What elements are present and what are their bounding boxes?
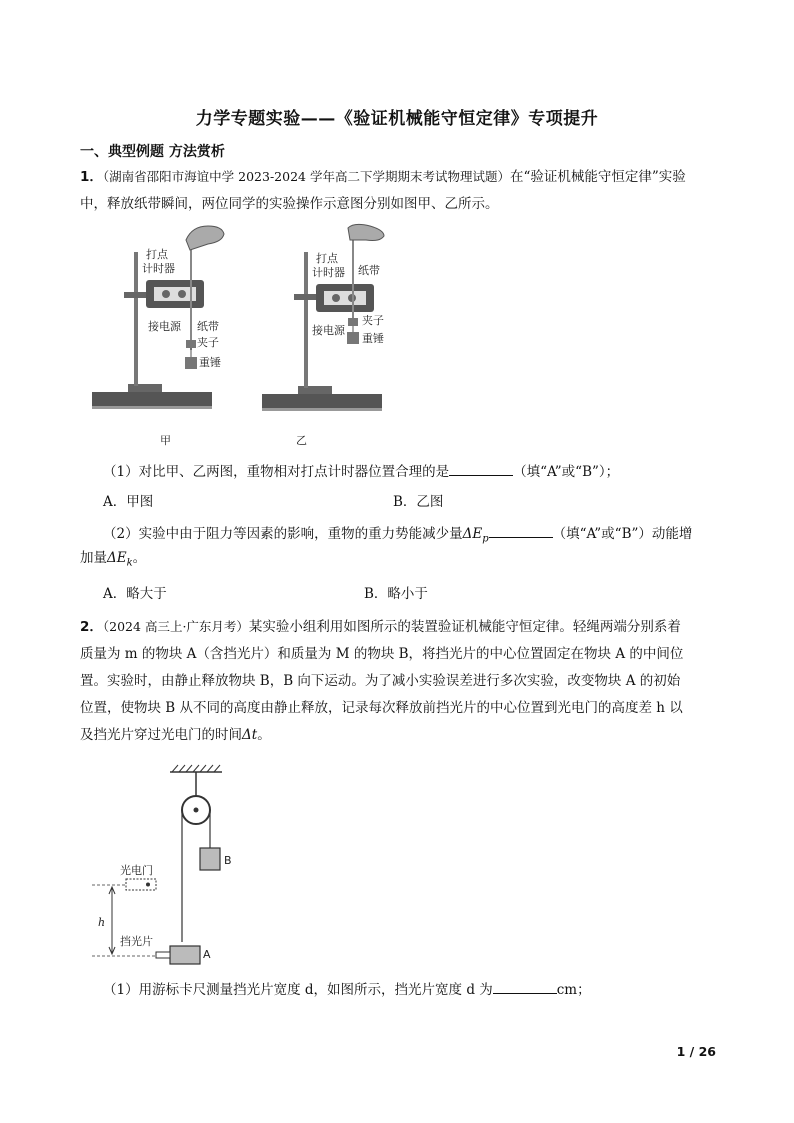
q1-sub1-blank[interactable] [449,461,513,476]
stand-base-right [298,386,332,394]
q1-sub1-option-a: A．甲图 [103,494,154,510]
label-b: B [224,854,232,867]
label-jia-4: 纸带 [197,320,219,333]
weight-right [347,332,359,344]
q1-sub2-line2 [80,545,716,577]
label-jia-6: 重锤 [199,356,221,369]
q1-stem-line2: 中，释放纸带瞬间，两位同学的实验操作示意图分别如图甲、乙所示。 [80,196,499,212]
block-a [170,946,200,964]
timer-knob-left-2 [178,290,186,298]
q2-number: 2． [80,619,103,635]
label-jia-3: 接电源 [148,320,181,333]
q1-sub2-option-b: B．略小于 [364,586,428,602]
q1-stem [80,163,716,218]
label-shutter: 挡光片 [120,935,153,948]
hand-right [348,224,384,240]
timer-knob-left-1 [162,290,170,298]
q2-line-5-end: 。 [257,727,271,743]
q1-sub2-line2-end: 。 [132,550,147,566]
label-jia-2: 计时器 [142,262,175,275]
q1-sub2-hint: （填“A”或“B”）动能增 [552,526,693,542]
q1-stem-line1: 在“验证机械能守恒定律”实验 [509,169,686,185]
q1-sub2-line2-text: 加量 [80,550,107,566]
shutter-plate [156,952,170,958]
label-yi-4: 接电源 [312,324,345,337]
table-edge-right [262,408,382,411]
label-gate: 光电门 [120,864,153,877]
ep-subscript: p [482,533,489,545]
q2-line-5: 及挡光片穿过光电门的时间 [80,727,242,743]
q1-sub2-option-a: A．略大于 [103,586,167,602]
label-yi-1: 打点 [316,252,338,265]
q2-line-1: 某实验小组利用如图所示的装置验证机械能守恒定律。轻绳两端分别系着 [248,619,681,635]
photogate-sensor [146,883,150,887]
dt-symbol: Δt [242,727,258,743]
label-yi-5: 夹子 [362,314,384,327]
table-edge-left [92,406,212,409]
q1-sub2-blank[interactable] [489,523,553,538]
label-a: A [203,948,211,961]
paper-tape-right [352,230,354,324]
label-yi-6: 重锤 [362,332,384,345]
q2-stem [80,613,716,749]
clamp-left [124,292,146,298]
photogate [126,879,156,890]
ep-symbol: ΔE [462,526,483,542]
label-h: h [98,916,106,929]
q2-sub1-text: （1）用游标卡尺测量挡光片宽度 d，如图所示，挡光片宽度 d 为 [103,982,493,998]
weight-left [185,357,197,369]
figure-jia [92,226,224,447]
q1-sub1-text: （1）对比甲、乙两图，重物相对打点计时器位置合理的是 [103,464,450,480]
hand-left [186,226,224,250]
clip-right [348,318,358,326]
q2-pulley-figure [90,762,260,974]
page-title: 力学专题实验——《验证机械能守恒定律》专项提升 [195,109,599,129]
table-top-left [92,392,212,406]
q2-source: （2024 高三上·广东月考） [102,619,249,634]
pulley-axle [194,808,199,813]
clamp-right [294,294,316,300]
block-b [200,848,220,870]
section-heading: 一、典型例题 方法赏析 [80,144,225,160]
q2-sub1-blank[interactable] [493,979,557,994]
caption-jia: 甲 [160,434,171,447]
q1-sub1 [103,460,619,480]
q2-sub1-unit: cm； [556,982,591,998]
figure-yi [262,224,384,447]
paper-tape-left [190,242,192,350]
label-jia-1: 打点 [146,248,168,261]
q1-sub1-hint: （填“A”或“B”）； [513,464,620,480]
stand-base-left [128,384,162,392]
q2-line-4: 位置，使物块 B 从不同的高度由静止释放，记录每次释放前挡光片的中心位置到光电门的高度差 h 以 [80,700,683,716]
q1-sub2-text: （2）实验中由于阻力等因素的影响，重物的重力势能减少量 [103,526,463,542]
caption-yi: 乙 [296,434,307,447]
q1-sub1-option-b: B．乙图 [393,494,444,510]
q2-line-2: 质量为 m 的物块 A（含挡光片）和质量为 M 的物块 B，将挡光片的中心位置固定在物块 A 的中间位 [80,646,684,662]
table-top-right [262,394,382,408]
ek-symbol: ΔE [107,550,127,566]
timer-face-right [324,291,366,305]
timer-face-left [154,287,196,301]
q1-source: （湖南省邵阳市海谊中学 2023-2024 学年高二下学期期末考试物理试题） [102,169,510,184]
label-yi-3: 纸带 [358,264,380,277]
ceiling-hatch [172,765,220,772]
stand-rod-left [134,252,138,386]
clip-left [186,340,196,348]
q1-apparatus-figure [90,222,420,452]
label-jia-5: 夹子 [197,336,219,349]
timer-knob-right-1 [332,294,340,302]
q1-number: 1． [80,169,103,185]
label-yi-2: 计时器 [312,266,345,279]
page-number: 1 / 26 [676,1044,716,1059]
q1-sub2 [103,522,692,545]
q2-line-3: 置。实验时，由静止释放物块 B，B 向下运动。为了减小实验误差进行多次实验，改变物块 A 的初始 [80,673,681,689]
stand-rod-right [304,252,308,388]
ek-subscript: k [126,557,133,569]
q2-sub1 [103,978,591,998]
